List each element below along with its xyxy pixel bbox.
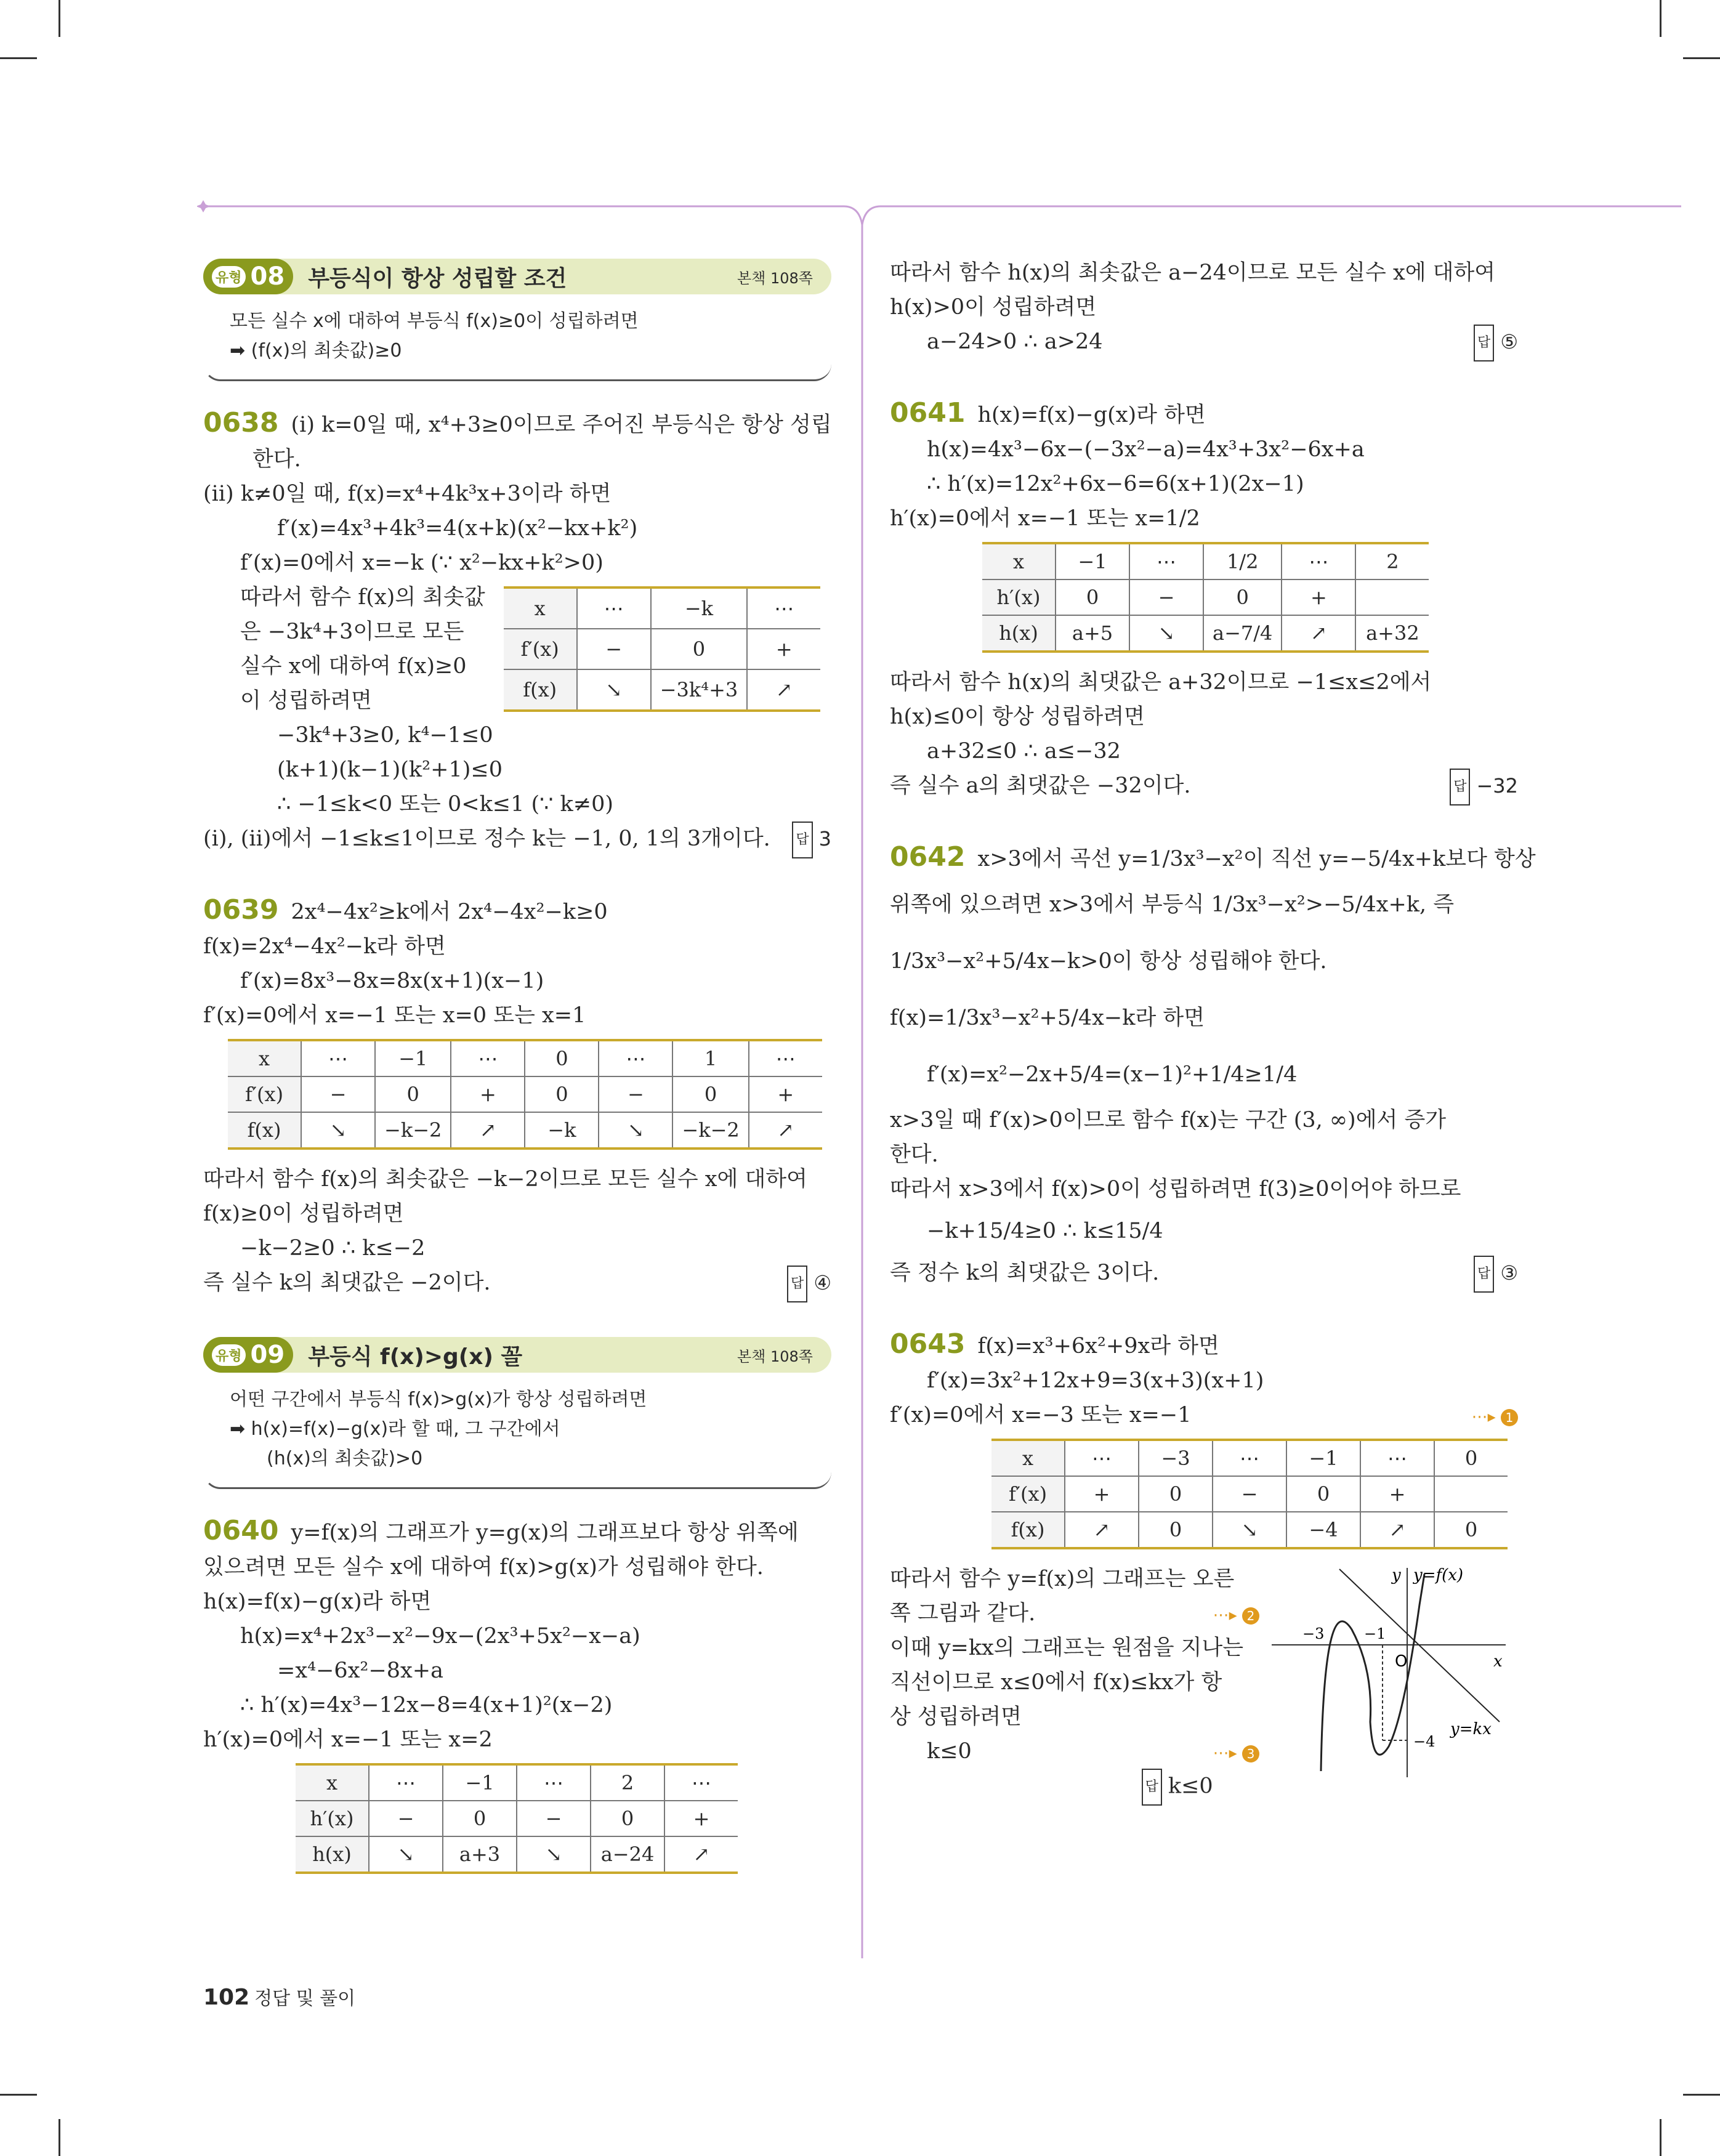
- problem-0641: 0641 h(x)=f(x)−g(x)라 하면 h(x)=4x³−6x−(−3x²−a)=4x³+3x²−6x+a ∴ h′(x)=12x²+6x−6=6(x+1)(2x−1) h′(x)=0에서 x=−1 또는 x=1/2 x −1 ⋯ 1/2 ⋯ 2 h′(x) 0 − 0 + h(x) a+5 ↘ a−7/4 ↗ a+32 따라서 함수 h(x)의 최댓값은 a+32이므로 −1≤x≤2에서 h(x)≤0이 항상 성립하려면 a+32≤0 ∴ a≤−32 즉 실수 a의 최댓값은 −32이다. 답 −32: [890, 396, 1518, 803]
- problem-number: 0640: [203, 1515, 279, 1546]
- svg-text:−4: −4: [1413, 1733, 1435, 1750]
- answer: 답 −32: [1450, 769, 1518, 805]
- svg-text:−3: −3: [1302, 1625, 1325, 1642]
- crop-mark: [59, 0, 60, 37]
- right-column: [890, 256, 1536, 1806]
- answer: 답 ④: [787, 1266, 831, 1302]
- step-marker: 2: [1242, 1607, 1259, 1625]
- problem-number: 0639: [203, 894, 279, 926]
- variation-table: x −1 ⋯ 1/2 ⋯ 2 h′(x) 0 − 0 + h(x) a+5 ↘ a−7/4 ↗ a+32: [982, 542, 1429, 653]
- problem-0638: 0638 (i) k=0일 때, x⁴+3≥0이므로 주어진 부등식은 항상 성립 한다. (ii) k≠0일 때, f(x)=x⁴+4k³x+3이라 하면 f′(x)=4x³+4k³=4(x+k)(x²−kx+k²) f′(x)=0에서 x=−k (∵ x²−kx+k²>0) 따라서 함수 f(x)의 최솟값 은 −3k⁴+3이므로 모든 실수 x에 대하여 f(x)≥0 이 성립하려면 x ⋯ −k ⋯ f′(x) − 0 + f(x) ↘ −3k⁴+3 ↗ −3k⁴+3≥0, k⁴−1≤0 (k+1)(k−1)(k²+1)≤0 ∴ −1≤k<0 또는 0<k≤1 (∵ k≠0) (i), (ii)에서 −1≤k≤1이므로 정수 k는 −1, 0, 1의 3개이다. 답 3: [203, 406, 831, 856]
- section-title: 부등식 f(x)>g(x) 꼴: [308, 1344, 523, 1370]
- answer: k≤0: [1168, 1774, 1213, 1799]
- svg-text:−1: −1: [1364, 1625, 1386, 1642]
- variation-table: x ⋯ −1 ⋯ 2 ⋯ h′(x) − 0 − 0 + h(x) ↘ a+3 ↘ a−24 ↗: [296, 1763, 738, 1874]
- answer: 답 ③: [1474, 1256, 1518, 1293]
- svg-text:y: y: [1392, 1566, 1401, 1585]
- svg-text:y=kx: y=kx: [1450, 1720, 1492, 1738]
- crop-mark: [0, 2094, 37, 2096]
- problem-0642: 0642 x>3에서 곡선 y=1/3x³−x²이 직선 y=−5/4x+k보다 항상 위쪽에 있으려면 x>3에서 부등식 1/3x³−x²>−5/4x+k, 즉 1/3x³−x²+5/4x−k>0이 항상 성립해야 한다. f(x)=1/3x³−x²+5/4x−k라 하면 f′(x)=x²−2x+5/4=(x−1)²+1/4≥1/4 x>3일 때 f′(x)>0이므로 함수 f(x)는 구간 (3, ∞)에서 증가 한다. 따라서 x>3에서 f(x)>0이 성립하려면 f(3)≥0이어야 하므로 −k+15/4≥0 ∴ k≤15/4 즉 정수 k의 최댓값은 3이다. 답 ③: [890, 840, 1518, 1290]
- problem-number: 0643: [890, 1328, 966, 1360]
- page-number: 102 정답 및 풀이: [203, 1985, 356, 2010]
- answer: 답 ⑤: [1474, 325, 1518, 361]
- section-08-body: 모든 실수 x에 대하여 부등식 f(x)≥0이 성립하려면 ➡ (f(x)의 최솟값)≥0: [203, 294, 831, 381]
- crop-mark: [1660, 2119, 1661, 2156]
- section-ref: 본책 108쪽: [737, 269, 813, 287]
- answer: 답 3: [792, 822, 831, 858]
- problem-0640: 0640 y=f(x)의 그래프가 y=g(x)의 그래프보다 항상 위쪽에 있으려면 모든 실수 x에 대하여 f(x)>g(x)가 성립해야 한다. h(x)=f(x)−g(x)라 하면 h(x)=x⁴+2x³−x²−9x−(2x³+5x²−x−a) =x⁴−6x²−8x+a ∴ h′(x)=4x³−12x−8=4(x+1)²(x−2) h′(x)=0에서 x=−1 또는 x=2 x ⋯ −1 ⋯ 2 ⋯ h′(x) − 0 − 0 + h(x) ↘ a+3 ↘ a−24 ↗: [203, 1514, 831, 1874]
- problem-number: 0641: [890, 397, 966, 429]
- variation-table: x ⋯ −1 ⋯ 0 ⋯ 1 ⋯ f′(x) − 0 + 0 − 0 + f(x) ↘ −k−2 ↗ −k ↘ −k−2 ↗: [228, 1039, 822, 1150]
- svg-text:x: x: [1493, 1652, 1503, 1671]
- problem-number: 0642: [890, 841, 966, 873]
- section-badge: 유형 08: [203, 259, 293, 294]
- crop-mark: [1683, 57, 1720, 59]
- crop-mark: [59, 2119, 60, 2156]
- section-badge: 유형 09: [203, 1337, 293, 1373]
- section-09-header: [203, 1337, 831, 1373]
- step-marker: 1: [1501, 1409, 1518, 1426]
- section-title: 부등식이 항상 성립할 조건: [308, 265, 567, 291]
- crop-mark: [1660, 0, 1661, 37]
- problem-0639: 0639 2x⁴−4x²≥k에서 2x⁴−4x²−k≥0 f(x)=2x⁴−4x²−k라 하면 f′(x)=8x³−8x=8x(x+1)(x−1) f′(x)=0에서 x=−1 또는 x=0 또는 x=1 x ⋯ −1 ⋯ 0 ⋯ 1 ⋯ f′(x) − 0 + 0 − 0 + f(x) ↘ −k−2 ↗ −k ↘ −k−2 ↗ 따라서 함수 f(x)의 최솟값은 −k−2이므로 모든 실수 x에 대하여 f(x)≥0이 성립하려면 −k−2≥0 ∴ k≤−2 즉 실수 k의 최댓값은 −2이다. 답 ④: [203, 893, 831, 1300]
- variation-table: x ⋯ −k ⋯ f′(x) − 0 + f(x) ↘ −3k⁴+3 ↗: [504, 586, 821, 712]
- crop-mark: [1683, 2094, 1720, 2096]
- section-ref: 본책 108쪽: [737, 1347, 813, 1365]
- svg-text:y=f(x): y=f(x): [1413, 1566, 1464, 1585]
- svg-text:O: O: [1395, 1652, 1408, 1671]
- problem-0643: 0643 f(x)=x³+6x²+9x라 하면 f′(x)=3x²+12x+9=3(x+3)(x+1) f′(x)=0에서 x=−3 또는 x=−1 ⋯▸ 1 x ⋯ −3 ⋯ −1 ⋯ 0 f′(x) + 0 − 0 + f(x) ↗ 0 ↘ −4 ↗ 0 따라서 함수 y=f(x)의 그래프는 오른 쪽 그림과 같다. ⋯▸ 2 이때 y=kx의 그래프는 원점을 지나는 직선이므로 x≤0에서 f(x)≤kx가 항 상 성립하려면 k≤0 ⋯▸ 3 답 k≤0 y y=f(x) x O y=kx −3 −1 −4: [890, 1327, 1518, 1806]
- section-09-body: 어떤 구간에서 부등식 f(x)>g(x)가 항상 성립하려면 ➡ h(x)=f(x)−g(x)라 할 때, 그 구간에서 (h(x)의 최솟값)>0: [203, 1373, 831, 1489]
- section-08-header: [203, 259, 831, 294]
- curve: [1321, 1574, 1424, 1771]
- step-marker: 3: [1242, 1745, 1259, 1762]
- problem-number: 0638: [203, 407, 279, 438]
- problem-0640-continued: 따라서 함수 h(x)의 최솟값은 a−24이므로 모든 실수 x에 대하여 h(x)>0이 성립하려면 a−24>0 ∴ a>24 답 ⑤: [890, 256, 1518, 359]
- variation-table: x ⋯ −3 ⋯ −1 ⋯ 0 f′(x) + 0 − 0 + f(x) ↗ 0 ↘ −4 ↗ 0: [991, 1439, 1508, 1549]
- cubic-graph: [1266, 1562, 1512, 1783]
- crop-mark: [0, 57, 37, 59]
- left-column: [203, 259, 831, 1880]
